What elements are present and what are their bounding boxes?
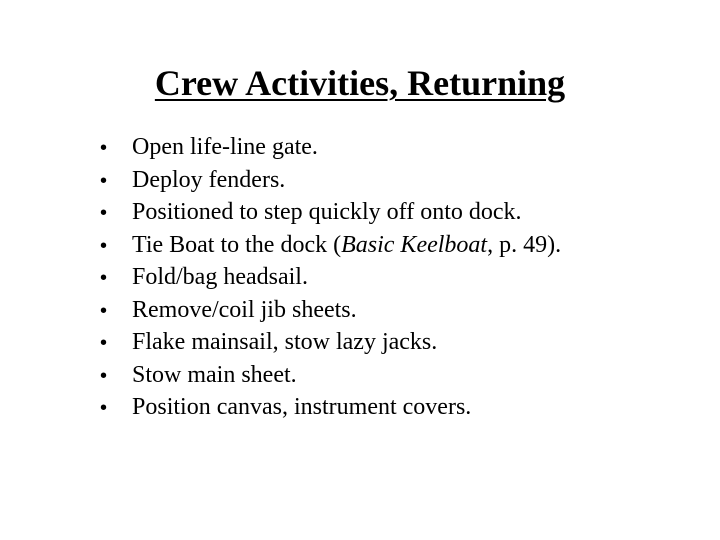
bullet-item (100, 229, 700, 262)
bullet-point-icon: • (100, 169, 108, 192)
bullet-point-icon: • (100, 397, 108, 419)
bullet-item (100, 391, 700, 424)
bullet-item (100, 261, 700, 294)
bullet-text-run: Position canvas, instrument covers. (132, 394, 472, 420)
bullet-point-icon: • (100, 267, 108, 289)
bullet-item (100, 294, 700, 327)
bullet-point-icon: • (100, 299, 108, 322)
bullet-text-run: , p. 49). (487, 231, 562, 258)
bullet-list (100, 131, 700, 424)
bullet-text (132, 294, 357, 327)
book-title-text: Basic Keelboat (341, 231, 488, 258)
bullet-item (100, 131, 700, 164)
slide-title: Crew Activities, Returning (154, 63, 566, 103)
bullet-point-icon: • (100, 137, 108, 159)
bullet-item (100, 196, 700, 229)
bullet-point-icon: • (100, 364, 108, 387)
bullet-item (100, 164, 700, 197)
bullet-text (132, 196, 522, 229)
bullet-text (132, 359, 297, 392)
bullet-point-icon: • (100, 202, 108, 224)
bullet-text (132, 326, 437, 359)
bullet-text-run: Remove/coil jib sheets. (132, 296, 357, 323)
bullet-text-run: Positioned to step quickly off onto dock. (132, 199, 522, 225)
bullet-text-run: Open life-line gate. (132, 134, 318, 160)
bullet-text-run: Deploy fenders. (132, 166, 286, 193)
bullet-point-icon: • (100, 332, 108, 354)
bullet-text-run: Stow main sheet. (132, 361, 297, 388)
bullet-text-run: Tie Boat to the dock ( (132, 231, 342, 258)
bullet-item (100, 326, 700, 359)
bullet-text (132, 131, 318, 164)
bullet-text (132, 229, 561, 262)
bullet-text-run: Flake mainsail, stow lazy jacks. (132, 329, 438, 355)
bullet-point-icon: • (100, 234, 108, 257)
bullet-text-run: Fold/bag headsail. (132, 264, 308, 290)
bullet-text (132, 391, 471, 424)
bullet-text (132, 164, 285, 197)
bullet-item (100, 359, 700, 392)
bullet-text (132, 261, 308, 294)
